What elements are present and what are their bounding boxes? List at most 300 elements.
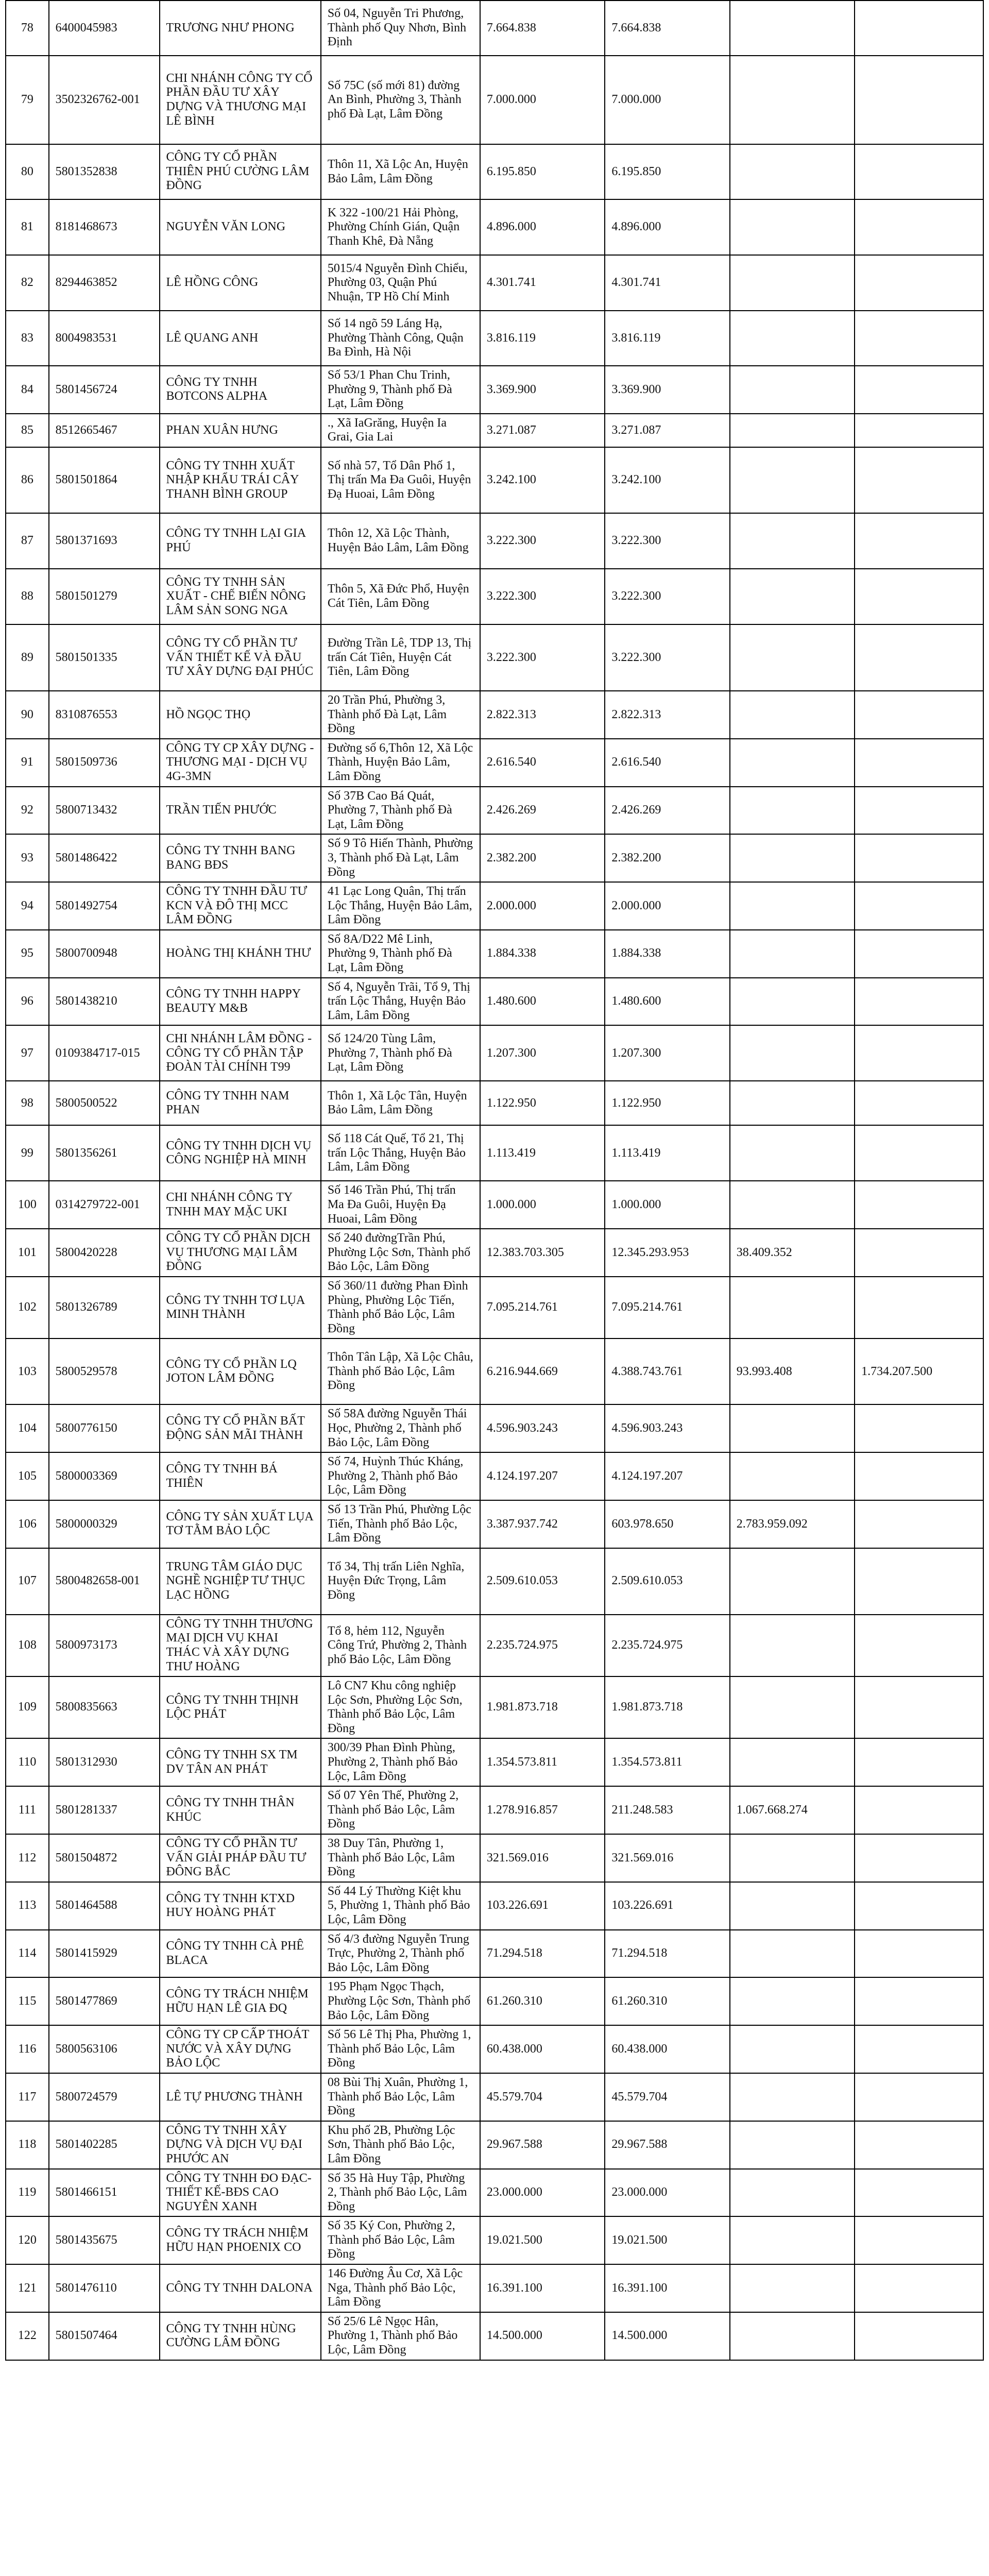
debt-column-2-cell: 1.000.000 <box>605 1181 729 1229</box>
tax-code-cell: 5800529578 <box>49 1338 160 1404</box>
tax-code-cell: 8310876553 <box>49 691 160 739</box>
debt-column-4-cell <box>855 739 983 787</box>
debt-column-3-cell <box>730 1676 855 1738</box>
debt-column-3-cell <box>730 1025 855 1081</box>
address-cell: Số nhà 57, Tổ Dân Phố 1, Thị trấn Ma Đa Guôi, Huyện Đạ Huoai, Lâm Đồng <box>321 447 480 513</box>
debt-column-3-cell <box>730 739 855 787</box>
debt-column-4-cell <box>855 255 983 311</box>
taxpayer-name-cell: CHI NHÁNH LÂM ĐỒNG - CÔNG TY CỔ PHẦN TẬP ĐOÀN TÀI CHÍNH T99 <box>160 1025 321 1081</box>
row-number-cell: 101 <box>6 1229 49 1277</box>
taxpayer-name-cell: CÔNG TY TNHH CÀ PHÊ BLACA <box>160 1930 321 1978</box>
debt-column-2-cell: 2.616.540 <box>605 739 729 787</box>
table-row <box>6 414 983 447</box>
taxpayer-name-cell: PHAN XUÂN HƯNG <box>160 414 321 447</box>
table-row <box>6 930 983 978</box>
tax-code-cell: 5800973173 <box>49 1615 160 1676</box>
tax-code-cell: 5801281337 <box>49 1786 160 1834</box>
address-cell: 300/39 Phan Đình Phùng, Phường 2, Thành phố Bảo Lộc, Lâm Đồng <box>321 1738 480 1786</box>
debt-column-2-cell: 2.235.724.975 <box>605 1615 729 1676</box>
debt-column-4-cell <box>855 1500 983 1548</box>
debt-column-4-cell <box>855 1181 983 1229</box>
row-number-cell: 102 <box>6 1277 49 1338</box>
total-debt-cell: 1.278.916.857 <box>480 1786 605 1834</box>
address-cell: Số 04, Nguyễn Tri Phương, Thành phố Quy Nhơn, Bình Định <box>321 1 480 56</box>
taxpayer-name-cell: CÔNG TY TNHH SX TM DV TÂN AN PHÁT <box>160 1738 321 1786</box>
debt-column-3-cell <box>730 2264 855 2312</box>
debt-column-3-cell <box>730 2216 855 2264</box>
taxpayer-name-cell: CÔNG TY TNHH DALONA <box>160 2264 321 2312</box>
debt-column-4-cell <box>855 2073 983 2121</box>
row-number-cell: 88 <box>6 569 49 624</box>
total-debt-cell: 4.896.000 <box>480 199 605 255</box>
table-row <box>6 1338 983 1404</box>
debt-column-2-cell: 60.438.000 <box>605 2025 729 2073</box>
taxpayer-name-cell: CÔNG TY TNHH TƠ LỤA MINH THÀNH <box>160 1277 321 1338</box>
debt-column-2-cell: 211.248.583 <box>605 1786 729 1834</box>
debt-column-4-cell <box>855 569 983 624</box>
debt-column-4-cell <box>855 1882 983 1930</box>
total-debt-cell: 3.271.087 <box>480 414 605 447</box>
debt-column-2-cell: 321.569.016 <box>605 1834 729 1882</box>
row-number-cell: 122 <box>6 2312 49 2360</box>
row-number-cell: 121 <box>6 2264 49 2312</box>
debt-column-3-cell <box>730 1125 855 1181</box>
tax-code-cell: 5800713432 <box>49 787 160 835</box>
table-row <box>6 1882 983 1930</box>
row-number-cell: 96 <box>6 978 49 1026</box>
row-number-cell: 114 <box>6 1930 49 1978</box>
tax-code-cell: 5801464588 <box>49 1882 160 1930</box>
address-cell: Số 56 Lê Thị Pha, Phường 1, Thành phố Bảo Lộc, Lâm Đồng <box>321 2025 480 2073</box>
table-row <box>6 255 983 311</box>
total-debt-cell: 12.383.703.305 <box>480 1229 605 1277</box>
address-cell: Số 58A đường Nguyễn Thái Học, Phường 2, Thành phố Bảo Lộc, Lâm Đồng <box>321 1404 480 1452</box>
debt-column-3-cell <box>730 1977 855 2025</box>
table-row <box>6 882 983 930</box>
taxpayer-name-cell: CÔNG TY TNHH BÁ THIÊN <box>160 1452 321 1500</box>
debt-column-4-cell <box>855 2121 983 2169</box>
table-row <box>6 311 983 366</box>
row-number-cell: 107 <box>6 1548 49 1615</box>
debt-column-4-cell <box>855 1834 983 1882</box>
address-cell: 5015/4 Nguyễn Đình Chiểu, Phường 03, Quận Phú Nhuận, TP Hồ Chí Minh <box>321 255 480 311</box>
address-cell: Số 35 Ký Con, Phường 2, Thành phố Bảo Lộc, Lâm Đồng <box>321 2216 480 2264</box>
debt-column-4-cell <box>855 978 983 1026</box>
table-row <box>6 569 983 624</box>
row-number-cell: 110 <box>6 1738 49 1786</box>
address-cell: Số 146 Trần Phú, Thị trấn Ma Đa Guôi, Huyện Đạ Huoai, Lâm Đồng <box>321 1181 480 1229</box>
total-debt-cell: 2.000.000 <box>480 882 605 930</box>
debt-column-3-cell <box>730 834 855 882</box>
debt-column-4-cell <box>855 691 983 739</box>
taxpayer-name-cell: CÔNG TY TNHH XUẤT NHẬP KHẨU TRÁI CÂY THANH BÌNH GROUP <box>160 447 321 513</box>
total-debt-cell: 2.235.724.975 <box>480 1615 605 1676</box>
taxpayer-name-cell: HOÀNG THỊ KHÁNH THƯ <box>160 930 321 978</box>
address-cell: Tổ 8, hẻm 112, Nguyễn Công Trứ, Phường 2, Thành phố Bảo Lộc, Lâm Đồng <box>321 1615 480 1676</box>
total-debt-cell: 3.222.300 <box>480 513 605 569</box>
debt-column-4-cell <box>855 882 983 930</box>
debt-column-3-cell <box>730 1615 855 1676</box>
table-row <box>6 2216 983 2264</box>
taxpayer-name-cell: CÔNG TY TNHH SẢN XUẤT - CHẾ BIẾN NÔNG LÂM SẢN SONG NGA <box>160 569 321 624</box>
taxpayer-name-cell: CÔNG TY TNHH HÙNG CƯỜNG LÂM ĐỒNG <box>160 2312 321 2360</box>
table-row <box>6 739 983 787</box>
total-debt-cell: 3.816.119 <box>480 311 605 366</box>
debt-column-3-cell <box>730 978 855 1026</box>
table-row <box>6 56 983 144</box>
row-number-cell: 91 <box>6 739 49 787</box>
debt-column-2-cell: 14.500.000 <box>605 2312 729 2360</box>
debt-column-4-cell <box>855 2025 983 2073</box>
row-number-cell: 118 <box>6 2121 49 2169</box>
table-body <box>6 1 983 2360</box>
total-debt-cell: 3.369.900 <box>480 366 605 414</box>
debt-column-3-cell <box>730 882 855 930</box>
table-row <box>6 691 983 739</box>
tax-code-cell: 5801352838 <box>49 144 160 199</box>
debt-column-3-cell <box>730 2073 855 2121</box>
taxpayer-name-cell: TRUNG TÂM GIÁO DỤC NGHỀ NGHIỆP TƯ THỤC LẠC HỒNG <box>160 1548 321 1615</box>
tax-code-cell: 5801438210 <box>49 978 160 1026</box>
debt-column-3-cell: 38.409.352 <box>730 1229 855 1277</box>
tax-code-cell: 5800482658-001 <box>49 1548 160 1615</box>
row-number-cell: 92 <box>6 787 49 835</box>
debt-column-4-cell <box>855 1676 983 1738</box>
debt-column-4-cell <box>855 2312 983 2360</box>
table-row <box>6 199 983 255</box>
debt-column-4-cell <box>855 787 983 835</box>
debt-column-2-cell: 1.354.573.811 <box>605 1738 729 1786</box>
debt-column-2-cell: 4.388.743.761 <box>605 1338 729 1404</box>
address-cell: Thôn 11, Xã Lộc An, Huyện Bảo Lâm, Lâm Đồng <box>321 144 480 199</box>
debt-column-4-cell <box>855 1615 983 1676</box>
address-cell: Số 53/1 Phan Chu Trinh, Phường 9, Thành phố Đà Lạt, Lâm Đồng <box>321 366 480 414</box>
total-debt-cell: 4.596.903.243 <box>480 1404 605 1452</box>
taxpayer-name-cell: LÊ QUANG ANH <box>160 311 321 366</box>
tax-code-cell: 5801371693 <box>49 513 160 569</box>
taxpayer-name-cell: CÔNG TY TNHH THỊNH LỘC PHÁT <box>160 1676 321 1738</box>
debt-column-3-cell <box>730 569 855 624</box>
table-row <box>6 2312 983 2360</box>
table-row <box>6 1125 983 1181</box>
taxpayer-name-cell: CÔNG TY CP CẤP THOÁT NƯỚC VÀ XÂY DỰNG BẢO LỘC <box>160 2025 321 2073</box>
debt-column-2-cell: 4.124.197.207 <box>605 1452 729 1500</box>
debt-column-2-cell: 7.000.000 <box>605 56 729 144</box>
debt-column-2-cell: 3.222.300 <box>605 624 729 691</box>
row-number-cell: 113 <box>6 1882 49 1930</box>
total-debt-cell: 1.000.000 <box>480 1181 605 1229</box>
debt-column-2-cell: 71.294.518 <box>605 1930 729 1978</box>
debt-column-3-cell <box>730 1834 855 1882</box>
taxpayer-name-cell: CÔNG TY TNHH ĐO ĐẠC-THIẾT KẾ-BĐS CAO NGUYÊN XANH <box>160 2169 321 2217</box>
debt-column-3-cell <box>730 1738 855 1786</box>
row-number-cell: 87 <box>6 513 49 569</box>
total-debt-cell: 7.095.214.761 <box>480 1277 605 1338</box>
debt-column-4-cell <box>855 199 983 255</box>
table-row <box>6 144 983 199</box>
debt-column-3-cell <box>730 1930 855 1978</box>
taxpayer-name-cell: CÔNG TY TNHH BOTCONS ALPHA <box>160 366 321 414</box>
row-number-cell: 109 <box>6 1676 49 1738</box>
table-row <box>6 1615 983 1676</box>
taxpayer-name-cell: CÔNG TY TNHH THƯƠNG MẠI DỊCH VỤ KHAI THÁC VÀ XÂY DỰNG THƯ HOÀNG <box>160 1615 321 1676</box>
address-cell: K 322 -100/21 Hải Phòng, Phường Chính Gián, Quận Thanh Khê, Đà Nẵng <box>321 199 480 255</box>
row-number-cell: 99 <box>6 1125 49 1181</box>
debt-column-2-cell: 603.978.650 <box>605 1500 729 1548</box>
tax-code-cell: 5800500522 <box>49 1081 160 1125</box>
tax-code-cell: 5801492754 <box>49 882 160 930</box>
table-row <box>6 1181 983 1229</box>
tax-code-cell: 5801504872 <box>49 1834 160 1882</box>
debt-column-3-cell <box>730 56 855 144</box>
debt-column-4-cell <box>855 1548 983 1615</box>
tax-code-cell: 5801326789 <box>49 1277 160 1338</box>
address-cell: Đường Trần Lê, TDP 13, Thị trấn Cát Tiên, Huyện Cát Tiên, Lâm Đồng <box>321 624 480 691</box>
debt-column-4-cell <box>855 624 983 691</box>
debt-column-2-cell: 6.195.850 <box>605 144 729 199</box>
debt-column-2-cell: 4.596.903.243 <box>605 1404 729 1452</box>
debt-column-4-cell <box>855 834 983 882</box>
debt-column-3-cell <box>730 366 855 414</box>
row-number-cell: 98 <box>6 1081 49 1125</box>
address-cell: 38 Duy Tân, Phường 1, Thành phố Bảo Lộc, Lâm Đồng <box>321 1834 480 1882</box>
address-cell: Lô CN7 Khu công nghiệp Lộc Sơn, Phường Lộc Sơn, Thành phố Bảo Lộc, Lâm Đồng <box>321 1676 480 1738</box>
address-cell: Số 4/3 đường Nguyễn Trung Trực, Phường 2, Thành phố Bảo Lộc, Lâm Đồng <box>321 1930 480 1978</box>
debt-column-4-cell <box>855 1977 983 2025</box>
debt-column-3-cell <box>730 2025 855 2073</box>
address-cell: 08 Bùi Thị Xuân, Phường 1, Thành phố Bảo Lộc, Lâm Đồng <box>321 2073 480 2121</box>
taxpayer-name-cell: CHI NHÁNH CÔNG TY CỔ PHẦN ĐẦU TƯ XÂY DỰNG VÀ THƯƠNG MẠI LÊ BÌNH <box>160 56 321 144</box>
tax-code-cell: 8181468673 <box>49 199 160 255</box>
debt-column-2-cell: 4.896.000 <box>605 199 729 255</box>
tax-code-cell: 5801466151 <box>49 2169 160 2217</box>
total-debt-cell: 14.500.000 <box>480 2312 605 2360</box>
debt-column-3-cell <box>730 1181 855 1229</box>
debt-column-2-cell: 7.095.214.761 <box>605 1277 729 1338</box>
address-cell: Số 14 ngõ 59 Láng Hạ, Phường Thành Công, Quận Ba Đình, Hà Nội <box>321 311 480 366</box>
total-debt-cell: 2.382.200 <box>480 834 605 882</box>
total-debt-cell: 1.480.600 <box>480 978 605 1026</box>
tax-code-cell: 5800000329 <box>49 1500 160 1548</box>
row-number-cell: 112 <box>6 1834 49 1882</box>
address-cell: Số 13 Trần Phú, Phường Lộc Tiến, Thành phố Bảo Lộc, Lâm Đồng <box>321 1500 480 1548</box>
debt-column-2-cell: 2.000.000 <box>605 882 729 930</box>
debt-column-2-cell: 29.967.588 <box>605 2121 729 2169</box>
table-row <box>6 447 983 513</box>
row-number-cell: 95 <box>6 930 49 978</box>
debt-column-3-cell <box>730 1404 855 1452</box>
row-number-cell: 79 <box>6 56 49 144</box>
tax-code-cell: 5801402285 <box>49 2121 160 2169</box>
total-debt-cell: 2.616.540 <box>480 739 605 787</box>
debt-column-3-cell <box>730 1452 855 1500</box>
table-row <box>6 978 983 1026</box>
address-cell: Số 35 Hà Huy Tập, Phường 2, Thành phố Bảo Lộc, Lâm Đồng <box>321 2169 480 2217</box>
debt-column-4-cell <box>855 1277 983 1338</box>
table-row <box>6 2121 983 2169</box>
debt-column-2-cell: 103.226.691 <box>605 1882 729 1930</box>
row-number-cell: 117 <box>6 2073 49 2121</box>
debt-column-2-cell: 2.822.313 <box>605 691 729 739</box>
debt-column-2-cell: 12.345.293.953 <box>605 1229 729 1277</box>
tax-code-cell: 5801507464 <box>49 2312 160 2360</box>
tax-code-cell: 0314279722-001 <box>49 1181 160 1229</box>
table-row <box>6 1786 983 1834</box>
taxpayer-name-cell: CÔNG TY TNHH XÂY DỰNG VÀ DỊCH VỤ ĐẠI PHƯỚC AN <box>160 2121 321 2169</box>
debt-column-4-cell: 1.734.207.500 <box>855 1338 983 1404</box>
total-debt-cell: 6.195.850 <box>480 144 605 199</box>
address-cell: Thôn 5, Xã Đức Phổ, Huyện Cát Tiên, Lâm Đồng <box>321 569 480 624</box>
debt-column-4-cell <box>855 311 983 366</box>
debt-column-3-cell <box>730 2312 855 2360</box>
address-cell: Số 44 Lý Thường Kiệt khu 5, Phường 1, Thành phố Bảo Lộc, Lâm Đồng <box>321 1882 480 1930</box>
total-debt-cell: 4.301.741 <box>480 255 605 311</box>
row-number-cell: 84 <box>6 366 49 414</box>
table-row <box>6 2073 983 2121</box>
debt-column-3-cell: 93.993.408 <box>730 1338 855 1404</box>
taxpayer-name-cell: CÔNG TY TRÁCH NHIỆM HỮU HẠN PHOENIX CO <box>160 2216 321 2264</box>
row-number-cell: 80 <box>6 144 49 199</box>
table-row <box>6 1081 983 1125</box>
total-debt-cell: 60.438.000 <box>480 2025 605 2073</box>
debt-column-3-cell <box>730 144 855 199</box>
row-number-cell: 119 <box>6 2169 49 2217</box>
tax-code-cell: 5801501279 <box>49 569 160 624</box>
table-row <box>6 1404 983 1452</box>
table-row <box>6 1 983 56</box>
debt-column-4-cell <box>855 366 983 414</box>
debt-column-2-cell: 2.382.200 <box>605 834 729 882</box>
table-row <box>6 513 983 569</box>
table-row <box>6 1834 983 1882</box>
total-debt-cell: 2.822.313 <box>480 691 605 739</box>
address-cell: Số 124/20 Tùng Lâm, Phường 7, Thành phố Đà Lạt, Lâm Đồng <box>321 1025 480 1081</box>
total-debt-cell: 7.000.000 <box>480 56 605 144</box>
debt-column-2-cell: 2.509.610.053 <box>605 1548 729 1615</box>
debt-column-4-cell <box>855 513 983 569</box>
total-debt-cell: 321.569.016 <box>480 1834 605 1882</box>
taxpayer-name-cell: TRẦN TIẾN PHƯỚC <box>160 787 321 835</box>
debt-column-4-cell <box>855 1229 983 1277</box>
debt-column-3-cell <box>730 1882 855 1930</box>
debt-column-3-cell <box>730 311 855 366</box>
debt-column-4-cell <box>855 447 983 513</box>
taxpayer-name-cell: TRƯƠNG NHƯ PHONG <box>160 1 321 56</box>
address-cell: 41 Lạc Long Quân, Thị trấn Lộc Thắng, Huyện Bảo Lâm, Lâm Đồng <box>321 882 480 930</box>
table-row <box>6 2264 983 2312</box>
row-number-cell: 94 <box>6 882 49 930</box>
total-debt-cell: 2.509.610.053 <box>480 1548 605 1615</box>
taxpayer-name-cell: CÔNG TY TNHH BANG BANG BĐS <box>160 834 321 882</box>
debt-column-2-cell: 3.242.100 <box>605 447 729 513</box>
debt-column-4-cell <box>855 1930 983 1978</box>
total-debt-cell: 1.113.419 <box>480 1125 605 1181</box>
address-cell: Số 8A/D22 Mê Linh, Phường 9, Thành phố Đà Lạt, Lâm Đồng <box>321 930 480 978</box>
debt-column-2-cell: 19.021.500 <box>605 2216 729 2264</box>
address-cell: 195 Phạm Ngọc Thạch, Phường Lộc Sơn, Thành phố Bảo Lộc, Lâm Đồng <box>321 1977 480 2025</box>
table-row <box>6 1977 983 2025</box>
debt-column-3-cell: 2.783.959.092 <box>730 1500 855 1548</box>
debt-column-4-cell <box>855 2216 983 2264</box>
debt-column-2-cell: 1.981.873.718 <box>605 1676 729 1738</box>
total-debt-cell: 3.222.300 <box>480 569 605 624</box>
debt-column-2-cell: 1.480.600 <box>605 978 729 1026</box>
address-cell: Số 4, Nguyễn Trãi, Tổ 9, Thị trấn Lộc Thắng, Huyện Bảo Lâm, Lâm Đồng <box>321 978 480 1026</box>
debt-column-2-cell: 2.426.269 <box>605 787 729 835</box>
table-row <box>6 1738 983 1786</box>
debt-column-4-cell <box>855 144 983 199</box>
table-row <box>6 1930 983 1978</box>
tax-code-cell: 5800724579 <box>49 2073 160 2121</box>
row-number-cell: 97 <box>6 1025 49 1081</box>
table-row <box>6 1452 983 1500</box>
debt-column-3-cell <box>730 414 855 447</box>
address-cell: Số 360/11 đường Phan Đình Phùng, Phường Lộc Tiến, Thành phố Bảo Lộc, Lâm Đồng <box>321 1277 480 1338</box>
debt-column-3-cell <box>730 1277 855 1338</box>
row-number-cell: 115 <box>6 1977 49 2025</box>
address-cell: Thôn 1, Xã Lộc Tân, Huyện Bảo Lâm, Lâm Đồng <box>321 1081 480 1125</box>
address-cell: Số 74, Huỳnh Thúc Kháng, Phường 2, Thành phố Bảo Lộc, Lâm Đồng <box>321 1452 480 1500</box>
taxpayer-name-cell: CÔNG TY TNHH HAPPY BEAUTY M&B <box>160 978 321 1026</box>
total-debt-cell: 1.981.873.718 <box>480 1676 605 1738</box>
address-cell: Số 75C (số mới 81) đường An Bình, Phường 3, Thành phố Đà Lạt, Lâm Đồng <box>321 56 480 144</box>
debt-column-3-cell: 1.067.668.274 <box>730 1786 855 1834</box>
debt-column-2-cell: 45.579.704 <box>605 2073 729 2121</box>
total-debt-cell: 29.967.588 <box>480 2121 605 2169</box>
tax-code-cell: 5801501864 <box>49 447 160 513</box>
row-number-cell: 103 <box>6 1338 49 1404</box>
tax-code-cell: 5800003369 <box>49 1452 160 1500</box>
debt-column-3-cell <box>730 691 855 739</box>
tax-code-cell: 5801476110 <box>49 2264 160 2312</box>
debt-column-4-cell <box>855 2169 983 2217</box>
table-row <box>6 1676 983 1738</box>
debt-column-2-cell: 3.271.087 <box>605 414 729 447</box>
debt-column-4-cell <box>855 56 983 144</box>
tax-code-cell: 5801435675 <box>49 2216 160 2264</box>
address-cell: Thôn Tân Lập, Xã Lộc Châu, Thành phố Bảo Lộc, Lâm Đồng <box>321 1338 480 1404</box>
row-number-cell: 85 <box>6 414 49 447</box>
taxpayer-name-cell: CÔNG TY CỔ PHẦN DỊCH VỤ THƯƠNG MẠI LÂM ĐỒNG <box>160 1229 321 1277</box>
table-row <box>6 2025 983 2073</box>
taxpayer-name-cell: CÔNG TY TRÁCH NHIỆM HỮU HẠN LÊ GIA ĐQ <box>160 1977 321 2025</box>
address-cell: Tổ 34, Thị trấn Liên Nghĩa, Huyện Đức Trọng, Lâm Đồng <box>321 1548 480 1615</box>
debt-column-3-cell <box>730 2169 855 2217</box>
debt-column-2-cell: 3.222.300 <box>605 513 729 569</box>
taxpayer-name-cell: CÔNG TY CỔ PHẦN THIÊN PHÚ CƯỜNG LÂM ĐỒNG <box>160 144 321 199</box>
taxpayer-name-cell: HỒ NGỌC THỌ <box>160 691 321 739</box>
taxpayer-name-cell: LÊ HỒNG CÔNG <box>160 255 321 311</box>
debt-column-4-cell <box>855 1025 983 1081</box>
debt-column-4-cell <box>855 1081 983 1125</box>
total-debt-cell: 1.122.950 <box>480 1081 605 1125</box>
address-cell: ., Xã IaGrăng, Huyện Ia Grai, Gia Lai <box>321 414 480 447</box>
total-debt-cell: 3.222.300 <box>480 624 605 691</box>
debt-column-3-cell <box>730 447 855 513</box>
debt-column-2-cell: 16.391.100 <box>605 2264 729 2312</box>
address-cell: Số 9 Tô Hiến Thành, Phường 3, Thành phố Đà Lạt, Lâm Đồng <box>321 834 480 882</box>
row-number-cell: 105 <box>6 1452 49 1500</box>
taxpayer-name-cell: LÊ TỰ PHƯƠNG THÀNH <box>160 2073 321 2121</box>
total-debt-cell: 2.426.269 <box>480 787 605 835</box>
taxpayer-name-cell: CÔNG TY TNHH KTXD HUY HOÀNG PHÁT <box>160 1882 321 1930</box>
tax-code-cell: 5801486422 <box>49 834 160 882</box>
debt-column-3-cell <box>730 513 855 569</box>
tax-code-cell: 5800563106 <box>49 2025 160 2073</box>
taxpayer-name-cell: CÔNG TY CP XÂY DỰNG - THƯƠNG MẠI - DỊCH VỤ 4G-3MN <box>160 739 321 787</box>
address-cell: Số 07 Yên Thế, Phường 2, Thành phố Bảo Lộc, Lâm Đồng <box>321 1786 480 1834</box>
total-debt-cell: 3.387.937.742 <box>480 1500 605 1548</box>
